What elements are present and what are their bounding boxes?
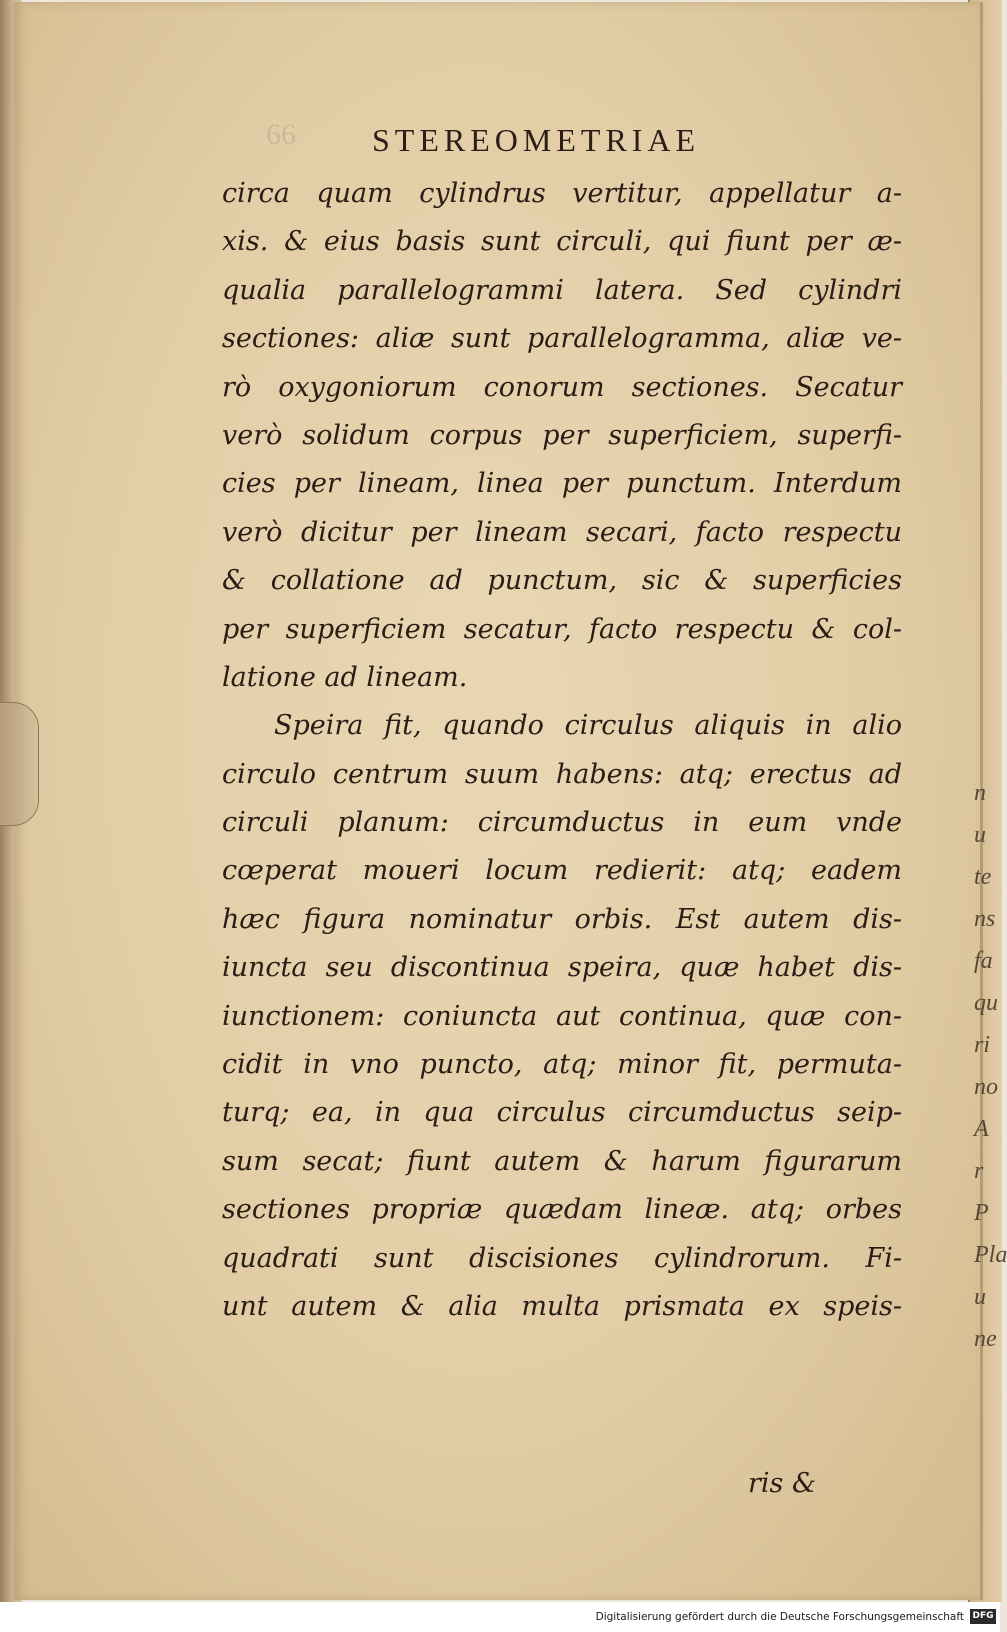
text-line: iunctionem: coniuncta aut continua, quæ con- [222,1000,902,1032]
adjacent-page-fragment: qu [974,990,998,1016]
adjacent-page-fragment: te [974,864,992,890]
text-line: xis. & eius basis sunt circuli, qui fiunt per æ- [222,226,902,258]
text-line: sectiones: aliæ sunt parallelogramma, aliæ ve- [222,323,902,355]
text-line: cidit in vno puncto, atq; minor fit, permuta- [222,1049,902,1081]
adjacent-page-fragment: ne [974,1326,997,1352]
adjacent-page-fragment: n [974,780,986,806]
adjacent-page-fragment: ns [974,906,996,932]
text-line: circa quam cylindrus vertitur, appellatur a- [222,178,902,209]
adjacent-page-fragment: Pla [974,1242,1007,1268]
adjacent-page-fragment: P [974,1200,989,1226]
text-line: quadrati sunt discisiones cylindrorum. Fi- [222,1242,902,1274]
text-line: iuncta seu discontinua speira, quæ habet dis- [222,952,902,984]
adjacent-page-fragment: A [974,1116,989,1142]
text-line: sum secat; fiunt autem & harum figurarum [222,1145,902,1177]
digitization-credit: Digitalisierung gefördert durch die Deutsche Forschungsgemeinschaft [595,1611,964,1623]
text-line: cœperat moueri locum redierit: atq; eadem [222,855,902,887]
text-line: cies per lineam, linea per punctum. Interdum [222,468,902,500]
adjacent-page-fragment: ri [974,1032,991,1058]
text-line: qualia parallelogrammi latera. Sed cylindri [222,274,902,306]
catchword: ris & [748,1468,817,1499]
page-tab-marker [0,702,39,826]
text-line: sectiones propriæ quædam lineæ. atq; orbes [222,1194,902,1226]
text-line: & collatione ad punctum, sic & superficies [222,565,902,597]
text-line: unt autem & alia multa prismata ex speis- [222,1290,902,1322]
text-line-paragraph-start: Speira fit, quando circulus aliquis in alio [274,710,902,742]
dfg-logo: DFG [970,1609,996,1624]
text-line: circuli planum: circumductus in eum vnde [222,807,902,839]
running-title: STEREOMETRIAE [372,122,701,158]
adjacent-page-fragment: r [974,1158,984,1184]
text-line: circulo centrum suum habens: atq; erectus ad [222,758,902,790]
text-line: per superficiem secatur, facto respectu & col- [222,613,902,645]
text-line: verò dicitur per lineam secari, facto respectu [222,516,902,548]
adjacent-page-fragment: fa [974,948,993,974]
text-line: latione ad lineam. [222,661,468,693]
text-line: rò oxygoniorum conorum sectiones. Secatur [222,371,902,403]
body-text [222,170,902,1331]
text-line: hæc figura nominatur orbis. Est autem dis- [222,903,902,935]
text-line: turq; ea, in qua circulus circumductus seip- [222,1097,902,1129]
adjacent-page-fragment: u [974,822,986,848]
text-line: verò solidum corpus per superficiem, superfi- [222,419,902,451]
adjacent-page-fragment: no [974,1074,998,1100]
adjacent-page-fragment: u [974,1284,986,1310]
faint-page-number: 66 [266,118,296,151]
